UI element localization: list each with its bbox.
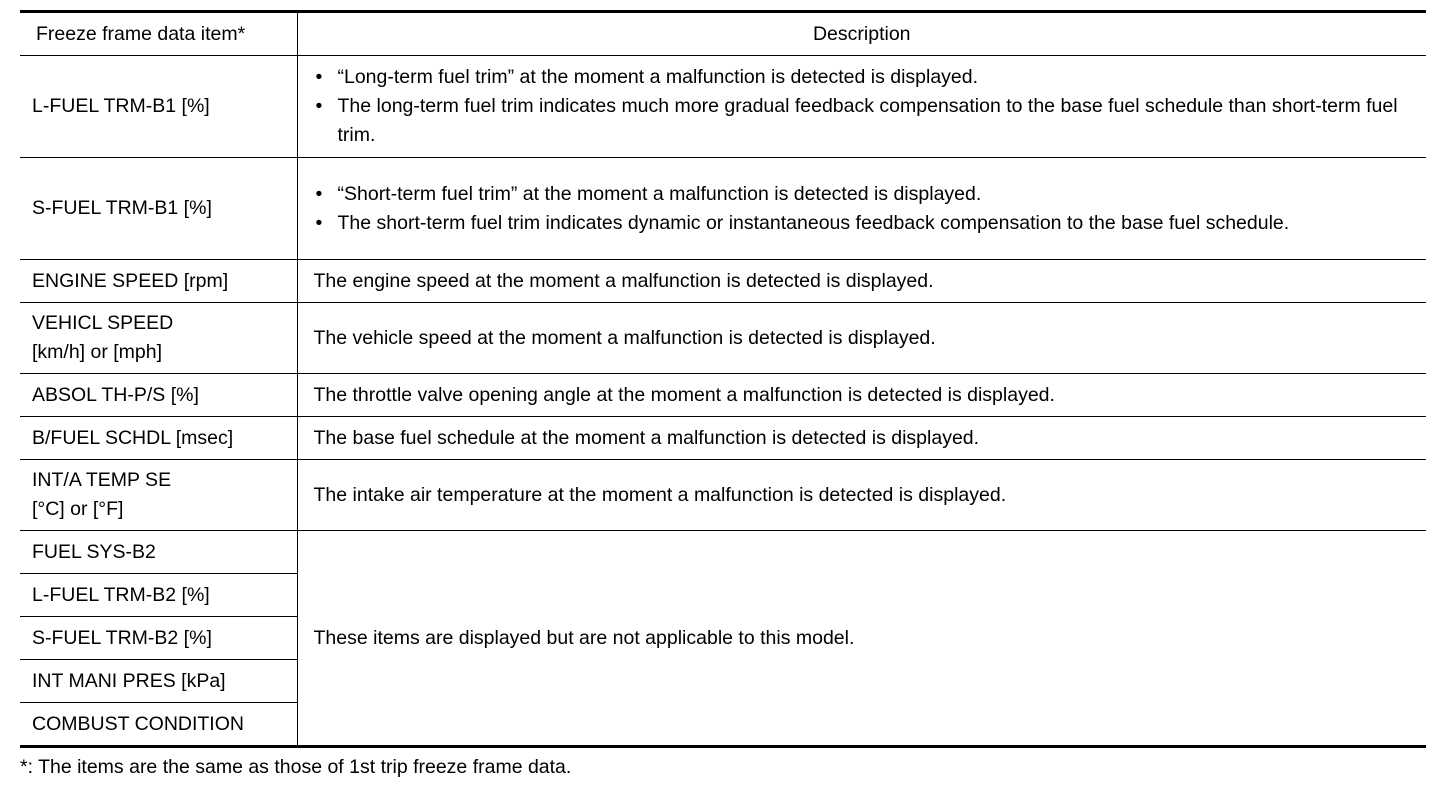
table-row — [20, 260, 1426, 303]
table-header-row — [20, 12, 1426, 56]
row-description: The intake air temperature at the moment a malfunction is detected is displayed. — [297, 460, 1426, 531]
table-row — [20, 158, 1426, 260]
row-item-l-fuel-trm-b1: L-FUEL TRM-B1 [%] — [20, 56, 297, 158]
row-item-fuel-sys-b2: FUEL SYS-B2 — [20, 531, 297, 574]
freeze-frame-data-table — [20, 10, 1426, 748]
bullet-item: • “Short-term fuel trim” at the moment a malfunction is detected is displayed. — [314, 180, 1415, 209]
row-item-s-fuel-trm-b1: S-FUEL TRM-B1 [%] — [20, 158, 297, 260]
row-item-int-mani-pres: INT MANI PRES [kPa] — [20, 660, 297, 703]
row-description: The throttle valve opening angle at the moment a malfunction is detected is displayed. — [297, 374, 1426, 417]
table-row — [20, 374, 1426, 417]
header-item: Freeze frame data item* — [20, 12, 297, 56]
row-description: The vehicle speed at the moment a malfunction is detected is displayed. — [297, 303, 1426, 374]
row-item-absol-th-ps: ABSOL TH-P/S [%] — [20, 374, 297, 417]
table-row — [20, 303, 1426, 374]
row-item-b-fuel-schdl: B/FUEL SCHDL [msec] — [20, 417, 297, 460]
item-line: VEHICL SPEED — [32, 312, 174, 334]
item-line: [km/h] or [mph] — [32, 341, 163, 363]
bullet-item: • “Long-term fuel trim” at the moment a malfunction is detected is displayed. — [314, 63, 1415, 92]
item-line: [°C] or [°F] — [32, 498, 124, 520]
row-item-combust-condition: COMBUST CONDITION — [20, 703, 297, 747]
freeze-frame-table-container — [20, 10, 1426, 748]
table-row — [20, 460, 1426, 531]
row-description: The engine speed at the moment a malfunction is detected is displayed. — [297, 260, 1426, 303]
row-item-s-fuel-trm-b2: S-FUEL TRM-B2 [%] — [20, 617, 297, 660]
header-description: Description — [297, 12, 1426, 56]
row-item-engine-speed: ENGINE SPEED [rpm] — [20, 260, 297, 303]
bullet-item: • The long-term fuel trim indicates much more gradual feedback compensation to the base fuel schedule than short-term fuel trim. — [314, 92, 1415, 150]
table-row — [20, 417, 1426, 460]
table-row — [20, 56, 1426, 158]
row-description-not-applicable: These items are displayed but are not applicable to this model. — [297, 531, 1426, 747]
row-description — [297, 158, 1426, 260]
row-item-vehicl-speed — [20, 303, 297, 374]
bullet-list — [314, 180, 1415, 238]
row-description — [297, 56, 1426, 158]
bullet-list — [314, 63, 1415, 150]
row-item-l-fuel-trm-b2: L-FUEL TRM-B2 [%] — [20, 574, 297, 617]
table-row — [20, 531, 1426, 574]
footnote: *: The items are the same as those of 1st trip freeze frame data. — [20, 756, 572, 778]
item-line: INT/A TEMP SE — [32, 469, 172, 491]
bullet-item: • The short-term fuel trim indicates dynamic or instantaneous feedback compensation to the base fuel schedule. — [314, 209, 1415, 238]
row-description: The base fuel schedule at the moment a malfunction is detected is displayed. — [297, 417, 1426, 460]
row-item-int-a-temp-se — [20, 460, 297, 531]
